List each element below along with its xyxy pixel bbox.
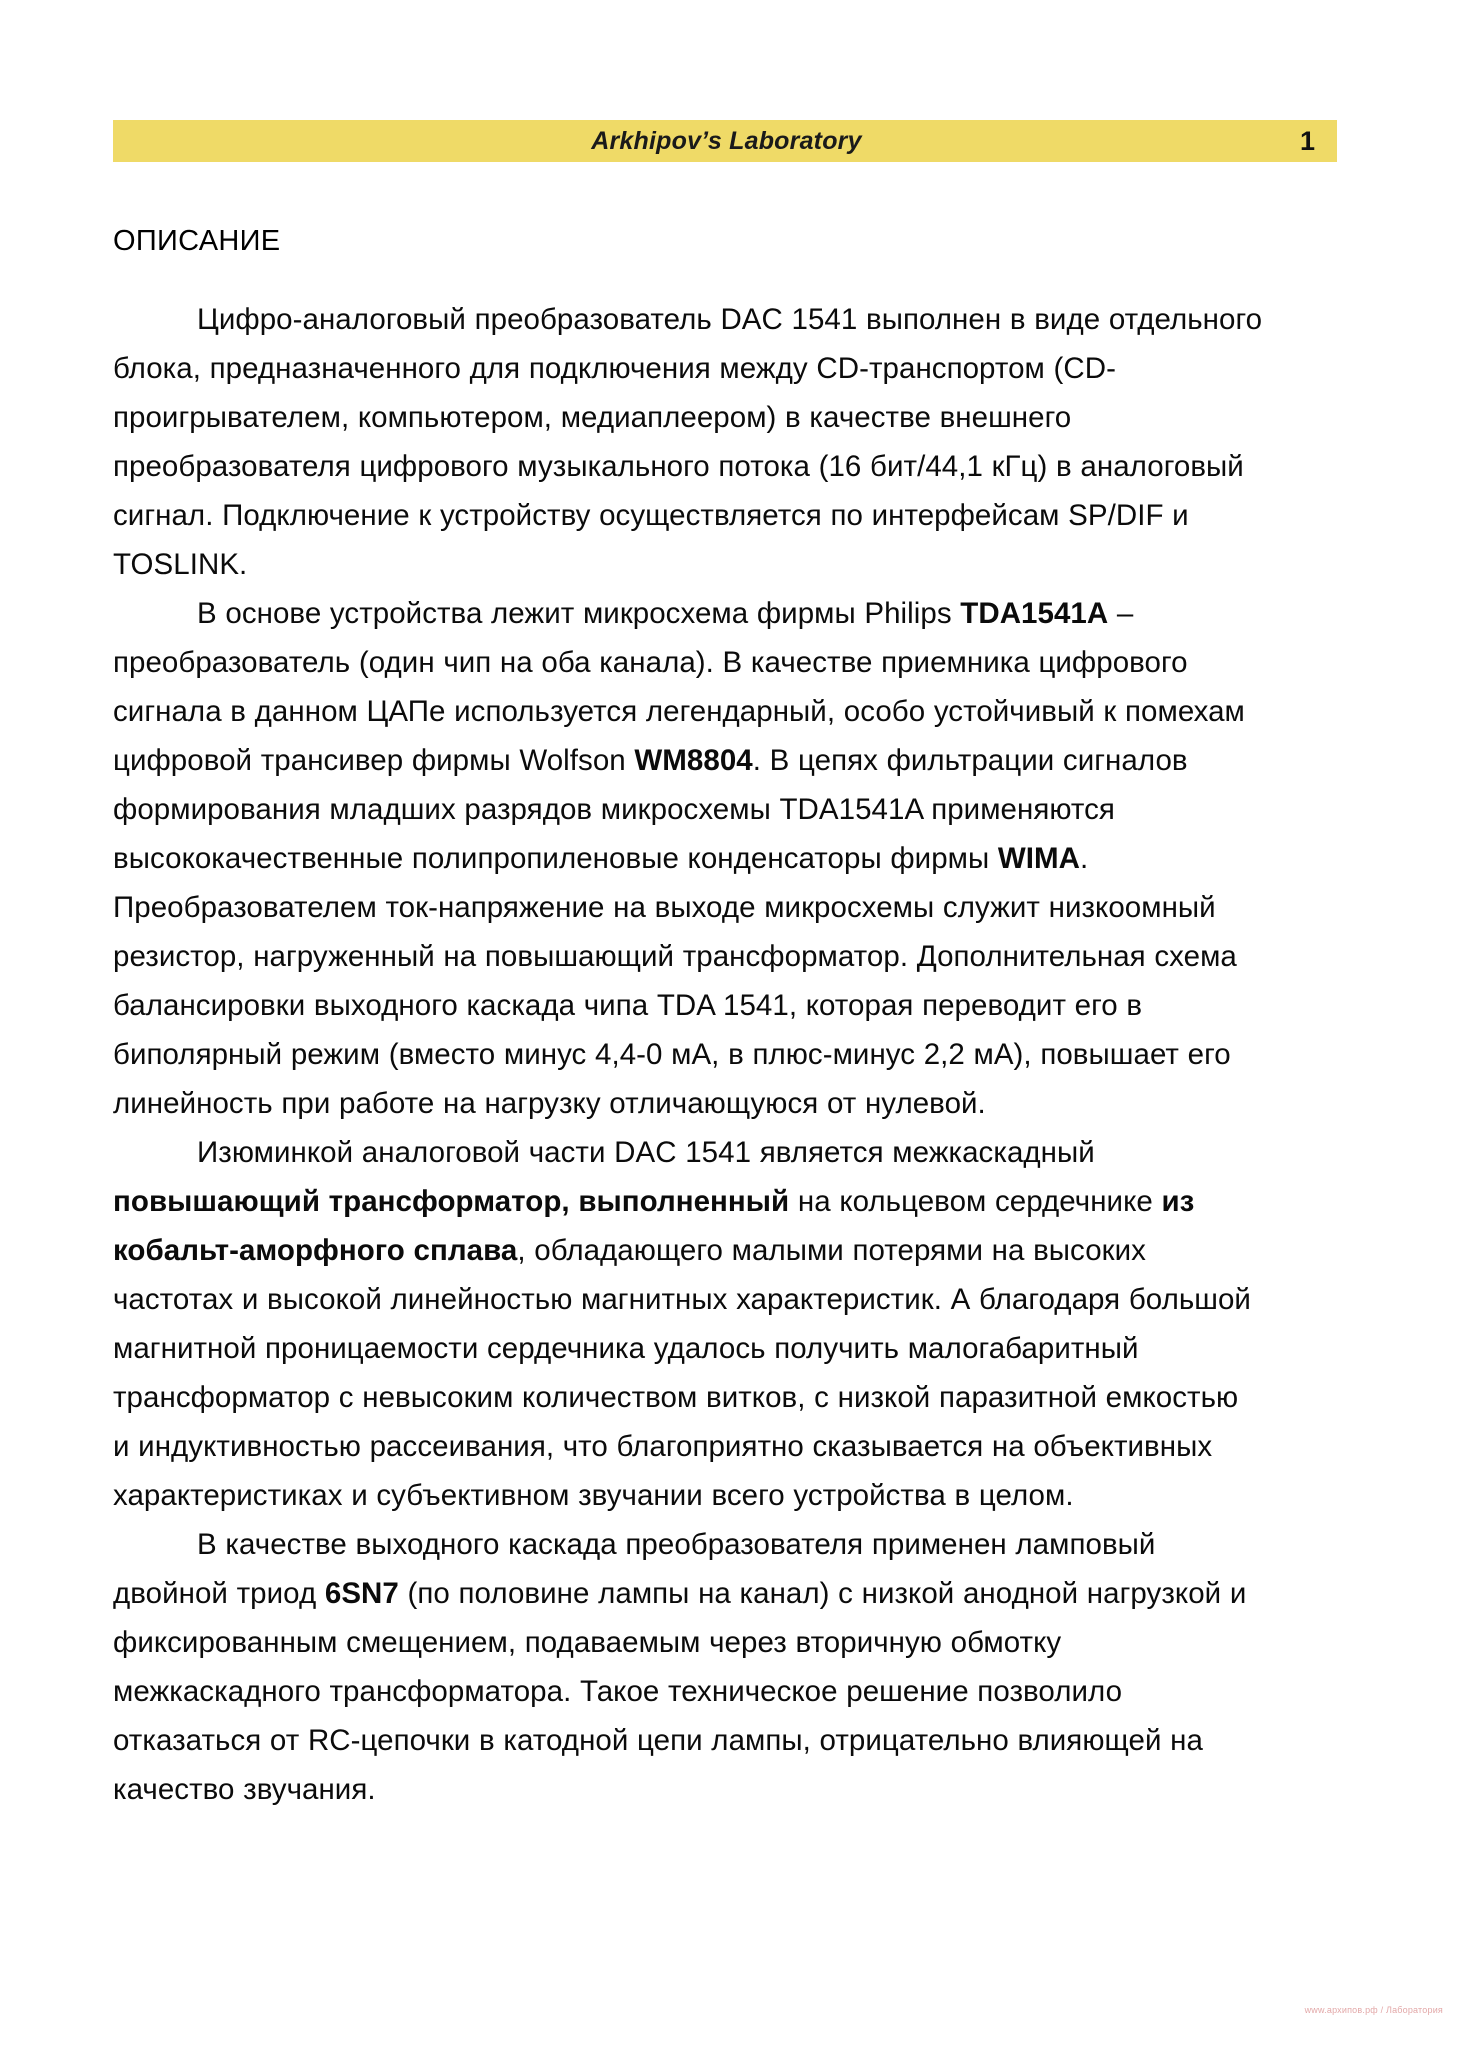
body-text: В качестве выходного каскада преобразователя применен ламповый двойной триод	[113, 1528, 1156, 1611]
body-text: , обладающего малыми потерями на высоких частотах и высокой линейностью магнитных характеристик. А благодаря большой магнитной проницаемости сердечника удалось получить малогабаритный трансформатор с невысоким количеством витков, с низкой паразитной емкостью и индуктивностью рассеивания, что благоприятно сказывается на объективных характеристиках и субъективном звучании всего устройства в целом.	[113, 1234, 1251, 1513]
emphasis-text: WIMA	[997, 842, 1081, 876]
body-text: . В цепях фильтрации сигналов формирования младших разрядов микросхемы TDA1541A применяются высококачественные полипропиленовые конденсаторы фирмы	[113, 744, 1188, 876]
emphasis-text: из кобальт-аморфного сплава	[113, 1185, 1195, 1268]
section-heading: ОПИСАНИЕ	[113, 225, 281, 257]
body-text: . Преобразователем ток-напряжение на выходе микросхемы служит низкоомный резистор, нагруженный на повышающий трансформатор. Дополнительная схема балансировки выходного каскада чипа TDA 1541, которая переводит его в биполярный режим (вместо минус 4,4-0 мА, в плюс-минус 2,2 мА), повышает его линейность при работе на нагрузку отличающуюся от нулевой.	[113, 842, 1237, 1121]
page-header-banner	[113, 120, 1337, 162]
body-text: В основе устройства лежит микросхема фирмы Philips	[197, 597, 961, 631]
paragraph	[113, 589, 1263, 1128]
emphasis-text: TDA1541A	[960, 597, 1109, 631]
paragraph	[113, 295, 1263, 589]
document-body	[113, 222, 1263, 1814]
body-text: Цифро-аналоговый преобразователь DAC 1541 выполнен в виде отдельного блока, предназначенного для подключения между CD-транспортом (CD-проигрывателем, компьютером, медиаплеером) в качестве внешнего преобразователя цифрового музыкального потока (16 бит/44,1 кГц) в аналоговый сигнал. Подключение к устройству осуществляется по интерфейсам SP/DIF и TOSLINK.	[113, 303, 1263, 582]
body-text: (по половине лампы на канал) с низкой анодной нагрузкой и фиксированным смещением, подаваемым через вторичную обмотку межкаскадного трансформатора. Такое техническое решение позволило отказаться от RC-цепочки в катодной цепи лампы, отрицательно влияющей на качество звучания.	[113, 1577, 1247, 1807]
footer-watermark: www.архипов.рф / Лаборатория	[1304, 2005, 1443, 2015]
body-text: на кольцевом сердечнике	[789, 1185, 1162, 1219]
emphasis-text: WM8804	[634, 744, 753, 778]
header-title: Arkhipov’s Laboratory	[591, 126, 862, 155]
paragraph	[113, 1520, 1263, 1814]
body-text: Изюминкой аналоговой части DAC 1541 является межкаскадный	[197, 1136, 1095, 1170]
emphasis-text: 6SN7	[324, 1577, 399, 1611]
page-number: 1	[1299, 125, 1315, 156]
body-text: – преобразователь (один чип на оба канала). В качестве приемника цифрового сигнала в данном ЦАПе используется легендарный, особо устойчивый к помехам цифровой трансивер фирмы Wolfson	[113, 597, 1245, 778]
emphasis-text: повышающий трансформатор, выполненный	[113, 1185, 790, 1219]
paragraph	[113, 1128, 1263, 1520]
paragraph-list	[113, 295, 1263, 1814]
